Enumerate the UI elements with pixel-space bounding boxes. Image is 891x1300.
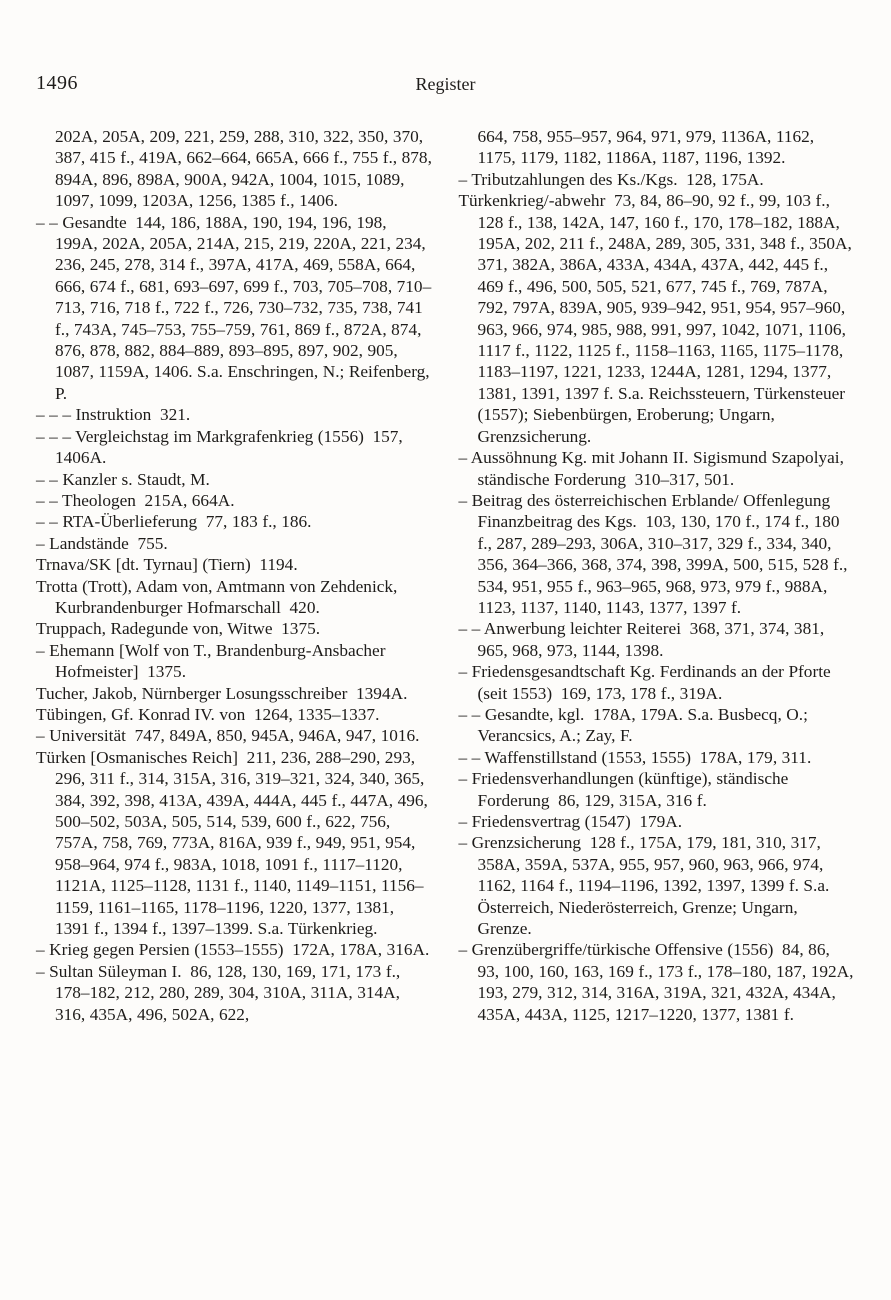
index-entry: Türkenkrieg/-abwehr 73, 84, 86–90, 92 f., 99, 103 f., 128 f., 138, 142A, 147, 160 f., 170, 178–182, 188A, 195A, 202, 211 f., 248A, 289, 305, 331, 348 f., 350A, 371, 382A, 386A, 433A, 434A, 437A, 442, 445 f., 469 f., 496, 500, 505, 521, 677, 745 f., 769, 787A, 792, 797A, 839A, 905, 939–942, 951, 954, 957–960, 963, 966, 974, 985, 988, 991, 997, 1042, 1071, 1106, 1117 f., 1122, 1125 f., 1158–1163, 1165, 1175–1178, 1183–1197, 1221, 1233, 1244A, 1281, 1294, 1377, 1381, 1391, 1397 f. S.a. Reichssteuern, Türkensteuer (1557); Siebenbürgen, Eroberung; Ungarn, Grenzsicherung. [458, 191, 852, 446]
index-entry: 202A, 205A, 209, 221, 259, 288, 310, 322, 350, 370, 387, 415 f., 419A, 662–664, 665A, 666 f., 755 f., 878, 894A, 896, 898A, 900A, 942A, 1004, 1015, 1089, 1097, 1099, 1203A, 1256, 1385 f., 1406. [55, 127, 432, 211]
index-entry: Trotta (Trott), Adam von, Amtmann von Zehdenick, Kurbrandenburger Hofmarschall 420. [36, 576, 398, 617]
index-entry: Tucher, Jakob, Nürnberger Losungsschreiber 1394A. [36, 683, 408, 703]
index-entry: – Ehemann [Wolf von T., Brandenburg-Ansbacher Hofmeister] 1375. [36, 640, 386, 682]
index-entry: – Grenzübergriffe/türkische Offensive (1556) 84, 86, 93, 100, 160, 163, 169 f., 173 f., 178–180, 187, 192A, 193, 279, 312, 314, 316A, 319A, 321, 432A, 434A, 435A, 443A, 1125, 1217–1220, 1377, 1381 f. [458, 940, 854, 1024]
index-entry: – – – Vergleichstag im Markgrafenkrieg (1556) 157, 1406A. [36, 426, 403, 468]
register-columns [36, 126, 855, 1025]
left-column [36, 126, 433, 1025]
index-entry: Trnava/SK [dt. Tyrnau] (Tiern) 1194. [36, 555, 298, 575]
index-entry: – – Waffenstillstand (1553, 1555) 178A, 179, 311. [458, 747, 812, 767]
index-entry: – – – Instruktion 321. [36, 405, 191, 425]
index-entry: – Friedensgesandtschaft Kg. Ferdinands an der Pforte (seit 1553) 169, 173, 178 f., 319A. [458, 662, 831, 703]
page-number: 1496 [36, 72, 78, 94]
running-head: Register [415, 74, 476, 94]
index-entry: – – Kanzler s. Staudt, M. [36, 469, 210, 489]
index-entry: – – Gesandte, kgl. 178A, 179A. S.a. Busbecq, O.; Verancsics, A.; Zay, F. [458, 704, 808, 746]
index-entry: – Krieg gegen Persien (1553–1555) 172A, 178A, 316A. [36, 940, 430, 960]
index-entry: – – RTA-Überlieferung 77, 183 f., 186. [36, 512, 312, 532]
index-entry: – Friedensverhandlungen (künftige), ständische Forderung 86, 129, 315A, 316 f. [458, 769, 789, 810]
index-entry: – Friedensvertrag (1547) 179A. [458, 812, 683, 831]
index-entry: – Sultan Süleyman I. 86, 128, 130, 169, 171, 173 f., 178–182, 212, 280, 289, 304, 310A, 311A, 314A, 316, 435A, 496, 502A, 622, [36, 961, 401, 1024]
index-entry: – Landstände 755. [36, 533, 168, 553]
index-entry: Türken [Osmanisches Reich] 211, 236, 288–290, 293, 296, 311 f., 314, 315A, 316, 319–321, 324, 340, 365, 384, 392, 398, 413A, 439A, 444A, 445 f., 447A, 496, 500–502, 503A, 505, 514, 539, 600 f., 622, 756, 757A, 758, 769, 773A, 816A, 939 f., 949, 951, 954, 958–964, 974 f., 983A, 1018, 1091 f., 1117–1120, 1121A, 1125–1128, 1131 f., 1140, 1149–1151, 1156–1159, 1161–1165, 1178–1196, 1220, 1377, 1381, 1391 f., 1394 f., 1397–1399. S.a. Türkenkrieg. [36, 747, 428, 939]
index-entry: Truppach, Radegunde von, Witwe 1375. [36, 619, 321, 639]
right-column [459, 126, 856, 1025]
index-entry: – – Gesandte 144, 186, 188A, 190, 194, 196, 198, 199A, 202A, 205A, 214A, 215, 219, 220A, 221, 234, 236, 245, 278, 314 f., 397A, 417A, 469, 558A, 664, 666, 674 f., 681, 693–697, 699 f., 703, 705–708, 710–713, 716, 718 f., 722 f., 726, 730–732, 735, 738, 741 f., 743A, 745–753, 755–759, 761, 869 f., 872A, 874, 876, 878, 882, 884–889, 893–895, 897, 902, 905, 1087, 1159A, 1406. S.a. Enschringen, N.; Reifenberg, P. [36, 212, 432, 403]
index-entry: – Grenzsicherung 128 f., 175A, 179, 181, 310, 317, 358A, 359A, 537A, 955, 957, 960, 963, 966, 974, 1162, 1164 f., 1194–1196, 1392, 1397, 1399 f. S.a. Österreich, Niederösterreich, Grenze; Ungarn, Grenze. [458, 833, 830, 939]
index-entry: Tübingen, Gf. Konrad IV. von 1264, 1335–1337. [36, 704, 380, 724]
index-entry: – Tributzahlungen des Ks./Kgs. 128, 175A. [458, 169, 764, 189]
index-entry: – – Theologen 215A, 664A. [36, 490, 235, 510]
index-entry: – Universität 747, 849A, 850, 945A, 946A, 947, 1016. [36, 726, 420, 746]
index-entry: – – Anwerbung leichter Reiterei 368, 371, 374, 381, 965, 968, 973, 1144, 1398. [458, 619, 825, 660]
index-entry: – Beitrag des österreichischen Erblande/ Offenlegung Finanzbeitrag des Kgs. 103, 130, 170 f., 174 f., 180 f., 287, 289–293, 306A, 310–317, 329 f., 334, 340, 356, 364–366, 368, 374, 398, 399A, 500, 515, 528 f., 534, 951, 955 f., 963–965, 968, 973, 979 f., 988A, 1123, 1137, 1140, 1143, 1377, 1397 f. [458, 490, 848, 617]
page-header [36, 72, 855, 102]
index-entry: 664, 758, 955–957, 964, 971, 979, 1136A, 1162, 1175, 1179, 1182, 1186A, 1187, 1196, 1392. [477, 127, 815, 168]
index-entry: – Aussöhnung Kg. mit Johann II. Sigismund Szapolyai, ständische Forderung 310–317, 501. [458, 448, 844, 489]
